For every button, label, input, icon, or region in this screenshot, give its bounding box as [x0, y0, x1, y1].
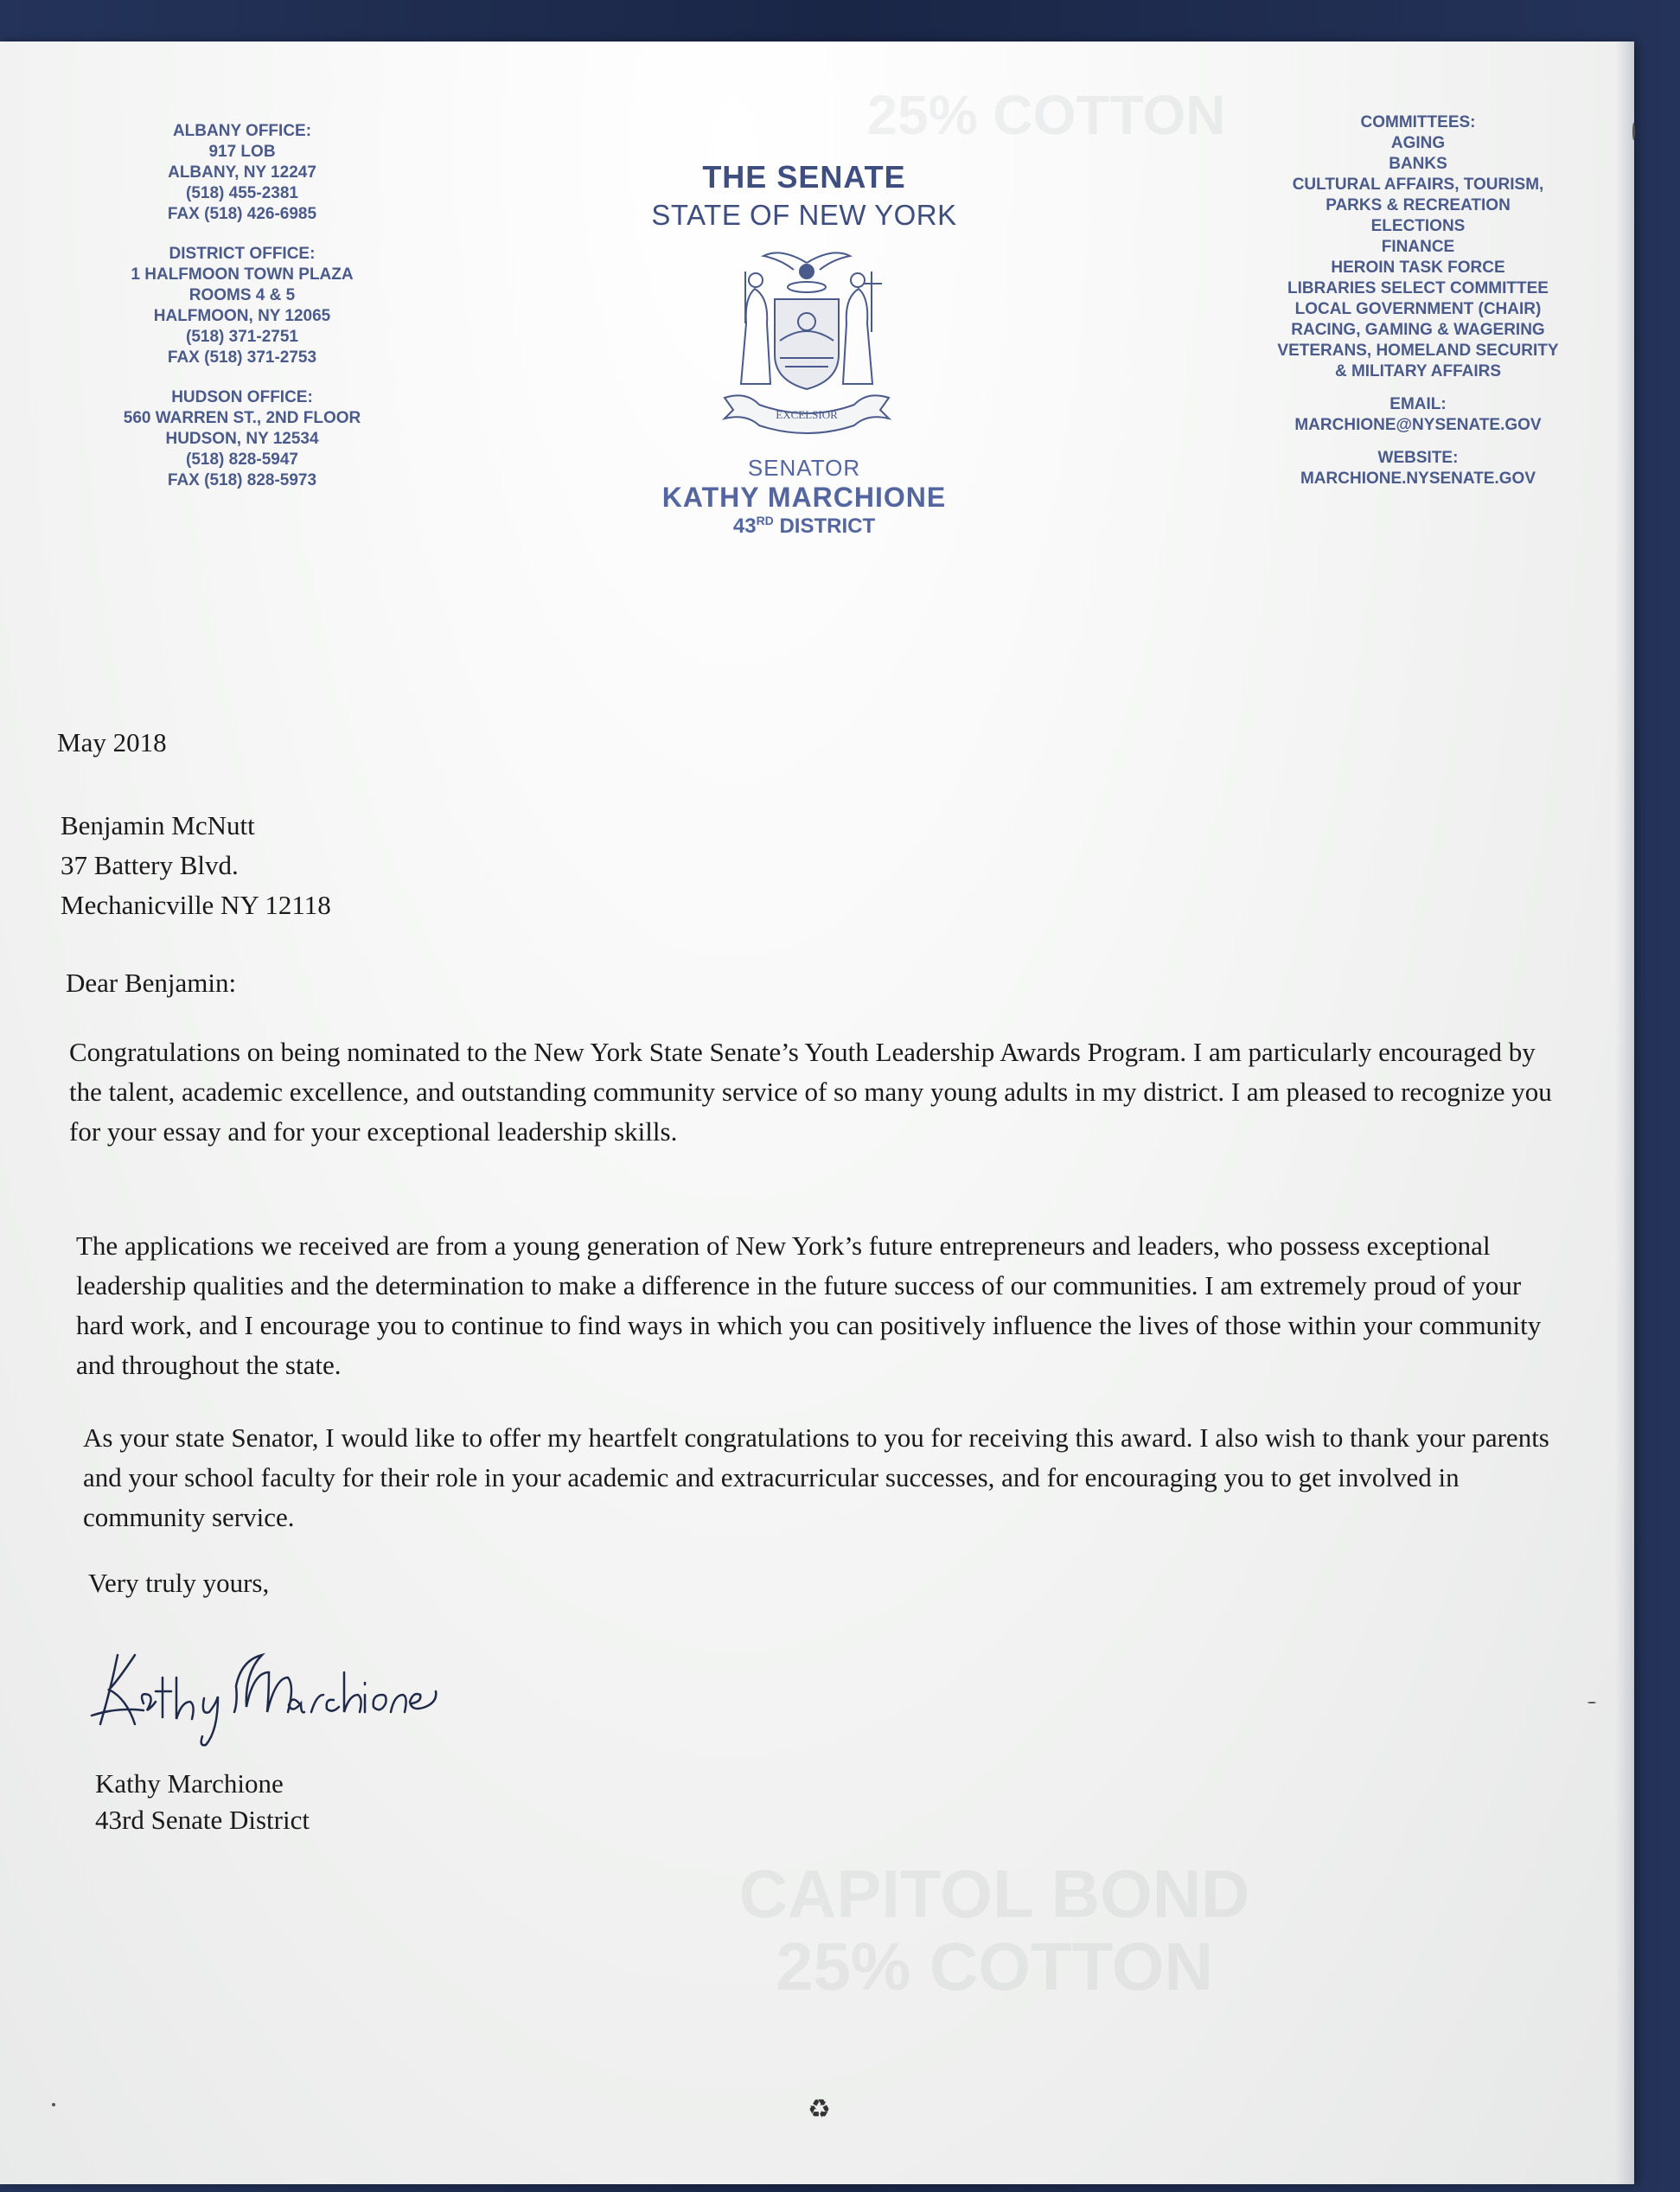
seal-motto: EXCELSIOR [776, 408, 838, 421]
committees-list [1245, 112, 1591, 382]
albany-office-label: ALBANY OFFICE: [172, 122, 312, 140]
paragraph-1: Congratulations on being nominated to the New York State Senate’s Youth Leadership Awards Program. I am particularly encouraged by the talent, academic excellence, and outstanding community service of so many young adults in my district. I am pleased to recognize you for your essay and for your exceptional leadership skills. [69, 1037, 1552, 1147]
letter-paper [0, 42, 1634, 2184]
signer-name: Kathy Marchione [95, 1768, 284, 1799]
signer-title: 43rd Senate District [95, 1805, 310, 1835]
email-address: MARCHIONE@NYSENATE.GOV [1294, 416, 1542, 434]
district-office-label: DISTRICT OFFICE: [169, 245, 316, 263]
senator-district [605, 514, 1003, 539]
signer-block [95, 1766, 310, 1838]
website-address: MARCHIONE.NYSENATE.GOV [1300, 470, 1536, 488]
senator-name: KATHY MARCHIONE [661, 482, 947, 513]
albany-office-line: ALBANY, NY 12247 [168, 163, 316, 182]
email-block [1245, 394, 1591, 436]
office-addresses [112, 121, 372, 510]
closing: Very truly yours, [88, 1568, 270, 1598]
committee-item: HEROIN TASK FORCE [1331, 259, 1505, 277]
recipient-city: Mechanicville NY 12118 [61, 890, 331, 920]
salutation: Dear Benjamin: [66, 968, 237, 998]
handwritten-signature [83, 1638, 567, 1750]
district-office-line: 1 HALFMOON TOWN PLAZA [131, 265, 354, 284]
district-office [112, 244, 372, 368]
district-office-line: ROOMS 4 & 5 [188, 286, 296, 304]
committee-item: VETERANS, HOMELAND SECURITY [1277, 342, 1559, 360]
paragraph-2: The applications we received are from a young generation of New York’s future entrepreneurs and leaders, who possess exceptional leadership qualities and the determination to make a difference in the future success of our communities. I am extremely proud of your hard work, and I encourage you to continue to find ways in which you can positively influence the lives of those within your community and throughout the state. [76, 1230, 1542, 1380]
hudson-office [112, 387, 372, 491]
committee-item: LOCAL GOVERNMENT (CHAIR) [1294, 300, 1542, 318]
committee-item: BANKS [1389, 155, 1447, 173]
committee-item: ELECTIONS [1370, 217, 1466, 235]
district-suffix: RD [756, 514, 774, 527]
district-office-fax: FAX (518) 371-2753 [167, 348, 317, 367]
hudson-office-phone: (518) 828-5947 [186, 451, 298, 469]
senate-heading [605, 159, 1003, 232]
committee-item: AGING [1390, 134, 1446, 152]
committee-item: LIBRARIES SELECT COMMITTEE [1287, 279, 1549, 297]
district-number: 43 [732, 514, 757, 538]
email-label: EMAIL: [1389, 395, 1447, 413]
watermark-top: 25% COTTON [866, 84, 1226, 146]
district-word: DISTRICT [773, 514, 876, 538]
committee-item: FINANCE [1381, 238, 1455, 256]
hudson-office-line: HUDSON, NY 12534 [165, 430, 319, 448]
district-office-phone: (518) 371-2751 [186, 328, 298, 346]
senator-block [605, 455, 1003, 539]
paper-mark [52, 2103, 55, 2106]
paper-mark [1587, 1702, 1596, 1703]
paragraph-3: As your state Senator, I would like to offer my heartfelt congratulations to you for receiving this award. I also wish to thank your parents and your school faculty for their role in your academic and extracurricular successes, and for encouraging you to get involved in community service. [83, 1422, 1549, 1532]
letter-date: May 2018 [57, 727, 167, 757]
state-title: STATE OF NEW YORK [651, 199, 957, 231]
recipient-street: 37 Battery Blvd. [61, 850, 239, 880]
hudson-office-label: HUDSON OFFICE: [171, 388, 313, 406]
website-label: WEBSITE: [1377, 449, 1459, 467]
paper-edge [1615, 42, 1634, 2184]
new-york-state-seal-icon [707, 246, 906, 438]
recipient-address [61, 806, 331, 925]
paper-mark [1632, 123, 1635, 140]
committees-column [1245, 112, 1591, 489]
committee-item: RACING, GAMING & WAGERING [1291, 321, 1545, 339]
watermark-bottom [562, 1857, 1427, 2003]
website-block [1245, 448, 1591, 489]
hudson-office-fax: FAX (518) 828-5973 [167, 471, 317, 489]
senate-title: THE SENATE [702, 159, 906, 195]
committees-label: COMMITTEES: [1360, 113, 1476, 131]
albany-office-phone: (518) 455-2381 [186, 184, 298, 202]
recycle-icon: ♻ [808, 2095, 831, 2124]
watermark-line: CAPITOL BOND [738, 1856, 1250, 1932]
watermark-line: 25% COTTON [776, 1928, 1213, 2004]
recipient-name: Benjamin McNutt [61, 810, 255, 840]
albany-office-fax: FAX (518) 426-6985 [167, 205, 317, 223]
hudson-office-line: 560 WARREN ST., 2ND FLOOR [123, 409, 361, 427]
committee-item: & MILITARY AFFAIRS [1334, 362, 1502, 380]
albany-office [112, 121, 372, 225]
district-office-line: HALFMOON, NY 12065 [153, 307, 331, 325]
albany-office-line: 917 LOB [208, 143, 276, 161]
senator-label: SENATOR [747, 455, 861, 481]
committee-item: PARKS & RECREATION [1325, 196, 1511, 214]
committee-item: CULTURAL AFFAIRS, TOURISM, [1292, 176, 1544, 194]
